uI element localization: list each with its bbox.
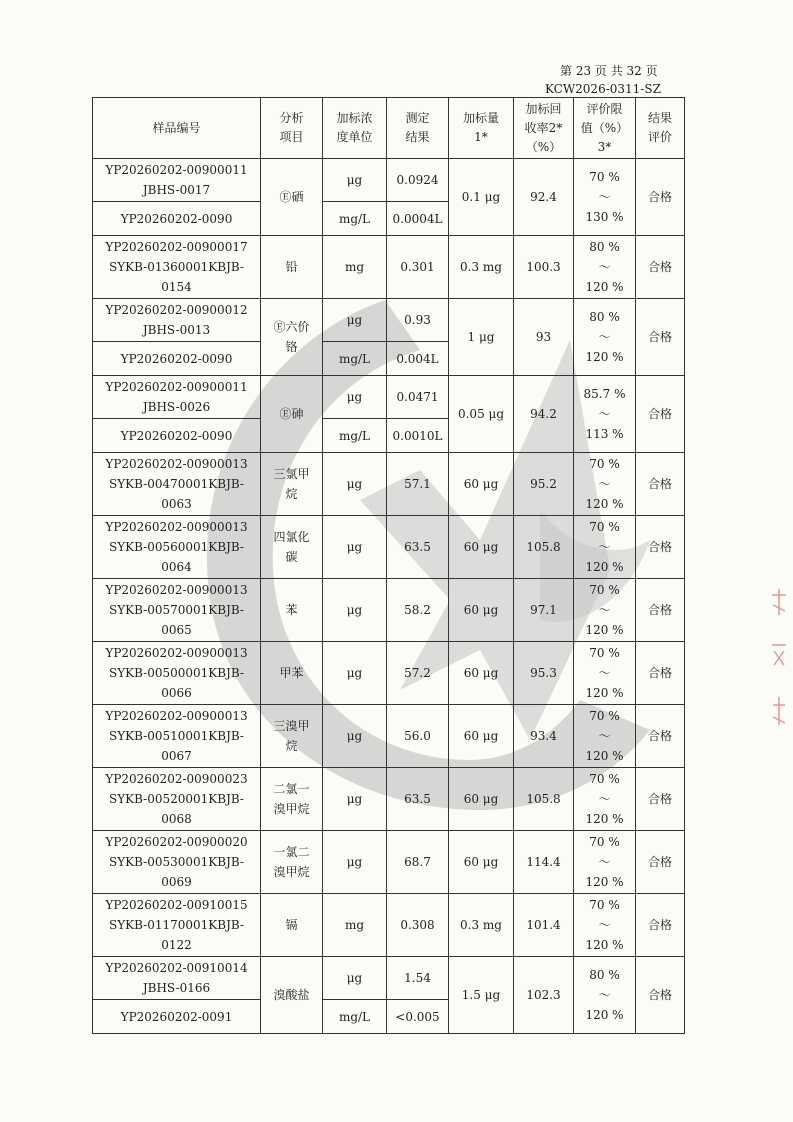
table-header-row: [93, 98, 685, 159]
result-cell: 0.0010L: [387, 419, 449, 453]
recovery-cell: 114.4: [514, 831, 574, 894]
col-result: 测定 结果: [387, 98, 449, 159]
result-cell: 0.93: [387, 299, 449, 342]
spike-amount-cell: 60 μg: [449, 453, 514, 516]
sample-id-cell: YP20260202-0090: [93, 202, 261, 236]
limit-cell: 80 % ～ 120 %: [574, 299, 636, 376]
evaluation-cell: 合格: [636, 894, 685, 957]
recovery-cell: 102.3: [514, 957, 574, 1034]
analysis-item-cell: 二氯一 溴甲烷: [261, 768, 323, 831]
evaluation-cell: 合格: [636, 299, 685, 376]
limit-cell: 70 % ～ 120 %: [574, 894, 636, 957]
recovery-cell: 93: [514, 299, 574, 376]
sample-id-cell: YP20260202-00900013 SYKB-00570001KBJB- 0065: [93, 579, 261, 642]
spike-amount-cell: 0.1 μg: [449, 159, 514, 236]
table-row: [93, 579, 685, 642]
limit-cell: 70 % ～ 120 %: [574, 642, 636, 705]
sample-id-cell: YP20260202-00900013 SYKB-00560001KBJB- 0064: [93, 516, 261, 579]
sample-id-cell: YP20260202-0090: [93, 419, 261, 453]
table-row: [93, 236, 685, 299]
sample-id-cell: YP20260202-00900013 SYKB-00510001KBJB- 0067: [93, 705, 261, 768]
page-number: 第 23 页 共 32 页: [560, 64, 658, 78]
spike-amount-cell: 0.05 μg: [449, 376, 514, 453]
analysis-item-cell: 甲苯: [261, 642, 323, 705]
sample-id-cell: YP20260202-00900011 JBHS-0026: [93, 376, 261, 419]
evaluation-cell: 合格: [636, 579, 685, 642]
sample-id-cell: YP20260202-00900017 SYKB-01360001KBJB- 0154: [93, 236, 261, 299]
spike-amount-cell: 60 μg: [449, 831, 514, 894]
result-cell: 68.7: [387, 831, 449, 894]
limit-cell: 70 % ～ 120 %: [574, 516, 636, 579]
analysis-item-cell: Ⓔ硒: [261, 159, 323, 236]
col-spike-unit: 加标浓 度单位: [323, 98, 387, 159]
result-cell: 63.5: [387, 768, 449, 831]
table-row: [93, 453, 685, 516]
evaluation-cell: 合格: [636, 159, 685, 236]
spike-unit-cell: μg: [323, 376, 387, 419]
analysis-item-cell: 溴酸盐: [261, 957, 323, 1034]
limit-cell: 80 % ～ 120 %: [574, 957, 636, 1034]
evaluation-cell: 合格: [636, 453, 685, 516]
recovery-cell: 92.4: [514, 159, 574, 236]
sample-id-cell: YP20260202-00900020 SYKB-00530001KBJB- 0069: [93, 831, 261, 894]
spike-unit-cell: μg: [323, 768, 387, 831]
analysis-item-cell: 苯: [261, 579, 323, 642]
sample-id-cell: YP20260202-00900011 JBHS-0017: [93, 159, 261, 202]
spike-amount-cell: 60 μg: [449, 642, 514, 705]
evaluation-cell: 合格: [636, 831, 685, 894]
analysis-item-cell: 镉: [261, 894, 323, 957]
spike-amount-cell: 0.3 mg: [449, 236, 514, 299]
limit-cell: 70 % ～ 120 %: [574, 453, 636, 516]
red-seal-stamp: [768, 585, 790, 770]
result-cell: 0.0004L: [387, 202, 449, 236]
col-recovery: 加标回 收率2* （%）: [514, 98, 574, 159]
col-evaluation: 结果 评价: [636, 98, 685, 159]
sample-id-cell: YP20260202-00900013 SYKB-00470001KBJB- 0063: [93, 453, 261, 516]
sample-id-cell: YP20260202-00900012 JBHS-0013: [93, 299, 261, 342]
spike-recovery-table: [92, 97, 685, 1034]
evaluation-cell: 合格: [636, 516, 685, 579]
analysis-item-cell: 三溴甲 烷: [261, 705, 323, 768]
sample-id-cell: YP20260202-00910015 SYKB-01170001KBJB- 0122: [93, 894, 261, 957]
spike-unit-cell: μg: [323, 299, 387, 342]
spike-unit-cell: mg/L: [323, 202, 387, 236]
analysis-item-cell: Ⓔ六价 铬: [261, 299, 323, 376]
result-cell: 0.0471: [387, 376, 449, 419]
spike-unit-cell: μg: [323, 453, 387, 516]
limit-cell: 70 % ～ 120 %: [574, 705, 636, 768]
spike-amount-cell: 0.3 mg: [449, 894, 514, 957]
spike-amount-cell: 1.5 μg: [449, 957, 514, 1034]
sample-id-cell: YP20260202-00910014 JBHS-0166: [93, 957, 261, 1000]
analysis-item-cell: 铅: [261, 236, 323, 299]
col-sample-id: 样品编号: [93, 98, 261, 159]
table-row: [93, 642, 685, 705]
result-cell: 58.2: [387, 579, 449, 642]
table-row: [93, 831, 685, 894]
analysis-item-cell: 一氯二 溴甲烷: [261, 831, 323, 894]
table-row: [93, 376, 685, 419]
spike-unit-cell: mg: [323, 894, 387, 957]
result-cell: 57.2: [387, 642, 449, 705]
report-id: KCW2026-0311-SZ: [545, 82, 661, 96]
result-cell: 63.5: [387, 516, 449, 579]
limit-cell: 70 % ～ 120 %: [574, 831, 636, 894]
col-analysis-item: 分析 项目: [261, 98, 323, 159]
evaluation-cell: 合格: [636, 768, 685, 831]
table-row: [93, 159, 685, 202]
sample-id-cell: YP20260202-0090: [93, 342, 261, 376]
col-spike-amount: 加标量 1*: [449, 98, 514, 159]
analysis-item-cell: 四氯化 碳: [261, 516, 323, 579]
table-row: [93, 705, 685, 768]
table-row: [93, 768, 685, 831]
spike-amount-cell: 60 μg: [449, 516, 514, 579]
table-row: [93, 299, 685, 342]
spike-unit-cell: mg/L: [323, 342, 387, 376]
limit-cell: 70 % ～ 120 %: [574, 768, 636, 831]
spike-unit-cell: μg: [323, 831, 387, 894]
spike-unit-cell: mg/L: [323, 419, 387, 453]
spike-unit-cell: mg: [323, 236, 387, 299]
recovery-cell: 97.1: [514, 579, 574, 642]
spike-unit-cell: μg: [323, 159, 387, 202]
spike-amount-cell: 60 μg: [449, 705, 514, 768]
spike-unit-cell: μg: [323, 579, 387, 642]
col-limit: 评价限 值（%） 3*: [574, 98, 636, 159]
sample-id-cell: YP20260202-00900023 SYKB-00520001KBJB- 0068: [93, 768, 261, 831]
evaluation-cell: 合格: [636, 957, 685, 1034]
recovery-cell: 95.2: [514, 453, 574, 516]
limit-cell: 70 % ～ 120 %: [574, 579, 636, 642]
result-cell: 57.1: [387, 453, 449, 516]
spike-unit-cell: μg: [323, 642, 387, 705]
result-cell: <0.005: [387, 1000, 449, 1034]
table-row: [93, 894, 685, 957]
evaluation-cell: 合格: [636, 642, 685, 705]
result-cell: 0.0924: [387, 159, 449, 202]
table-row: [93, 957, 685, 1000]
limit-cell: 70 % ～ 130 %: [574, 159, 636, 236]
recovery-cell: 93.4: [514, 705, 574, 768]
recovery-cell: 94.2: [514, 376, 574, 453]
spike-unit-cell: μg: [323, 516, 387, 579]
recovery-cell: 105.8: [514, 516, 574, 579]
result-cell: 1.54: [387, 957, 449, 1000]
spike-unit-cell: mg/L: [323, 1000, 387, 1034]
analysis-item-cell: 三氯甲 烷: [261, 453, 323, 516]
spike-amount-cell: 60 μg: [449, 768, 514, 831]
recovery-cell: 95.3: [514, 642, 574, 705]
spike-unit-cell: μg: [323, 705, 387, 768]
result-cell: 0.308: [387, 894, 449, 957]
table-row: [93, 516, 685, 579]
spike-amount-cell: 1 μg: [449, 299, 514, 376]
result-cell: 0.301: [387, 236, 449, 299]
evaluation-cell: 合格: [636, 236, 685, 299]
evaluation-cell: 合格: [636, 705, 685, 768]
recovery-cell: 100.3: [514, 236, 574, 299]
recovery-cell: 105.8: [514, 768, 574, 831]
limit-cell: 80 % ～ 120 %: [574, 236, 636, 299]
sample-id-cell: YP20260202-0091: [93, 1000, 261, 1034]
recovery-cell: 101.4: [514, 894, 574, 957]
limit-cell: 85.7 % ～ 113 %: [574, 376, 636, 453]
result-cell: 0.004L: [387, 342, 449, 376]
spike-amount-cell: 60 μg: [449, 579, 514, 642]
analysis-item-cell: Ⓔ砷: [261, 376, 323, 453]
evaluation-cell: 合格: [636, 376, 685, 453]
spike-unit-cell: μg: [323, 957, 387, 1000]
sample-id-cell: YP20260202-00900013 SYKB-00500001KBJB- 0066: [93, 642, 261, 705]
result-cell: 56.0: [387, 705, 449, 768]
